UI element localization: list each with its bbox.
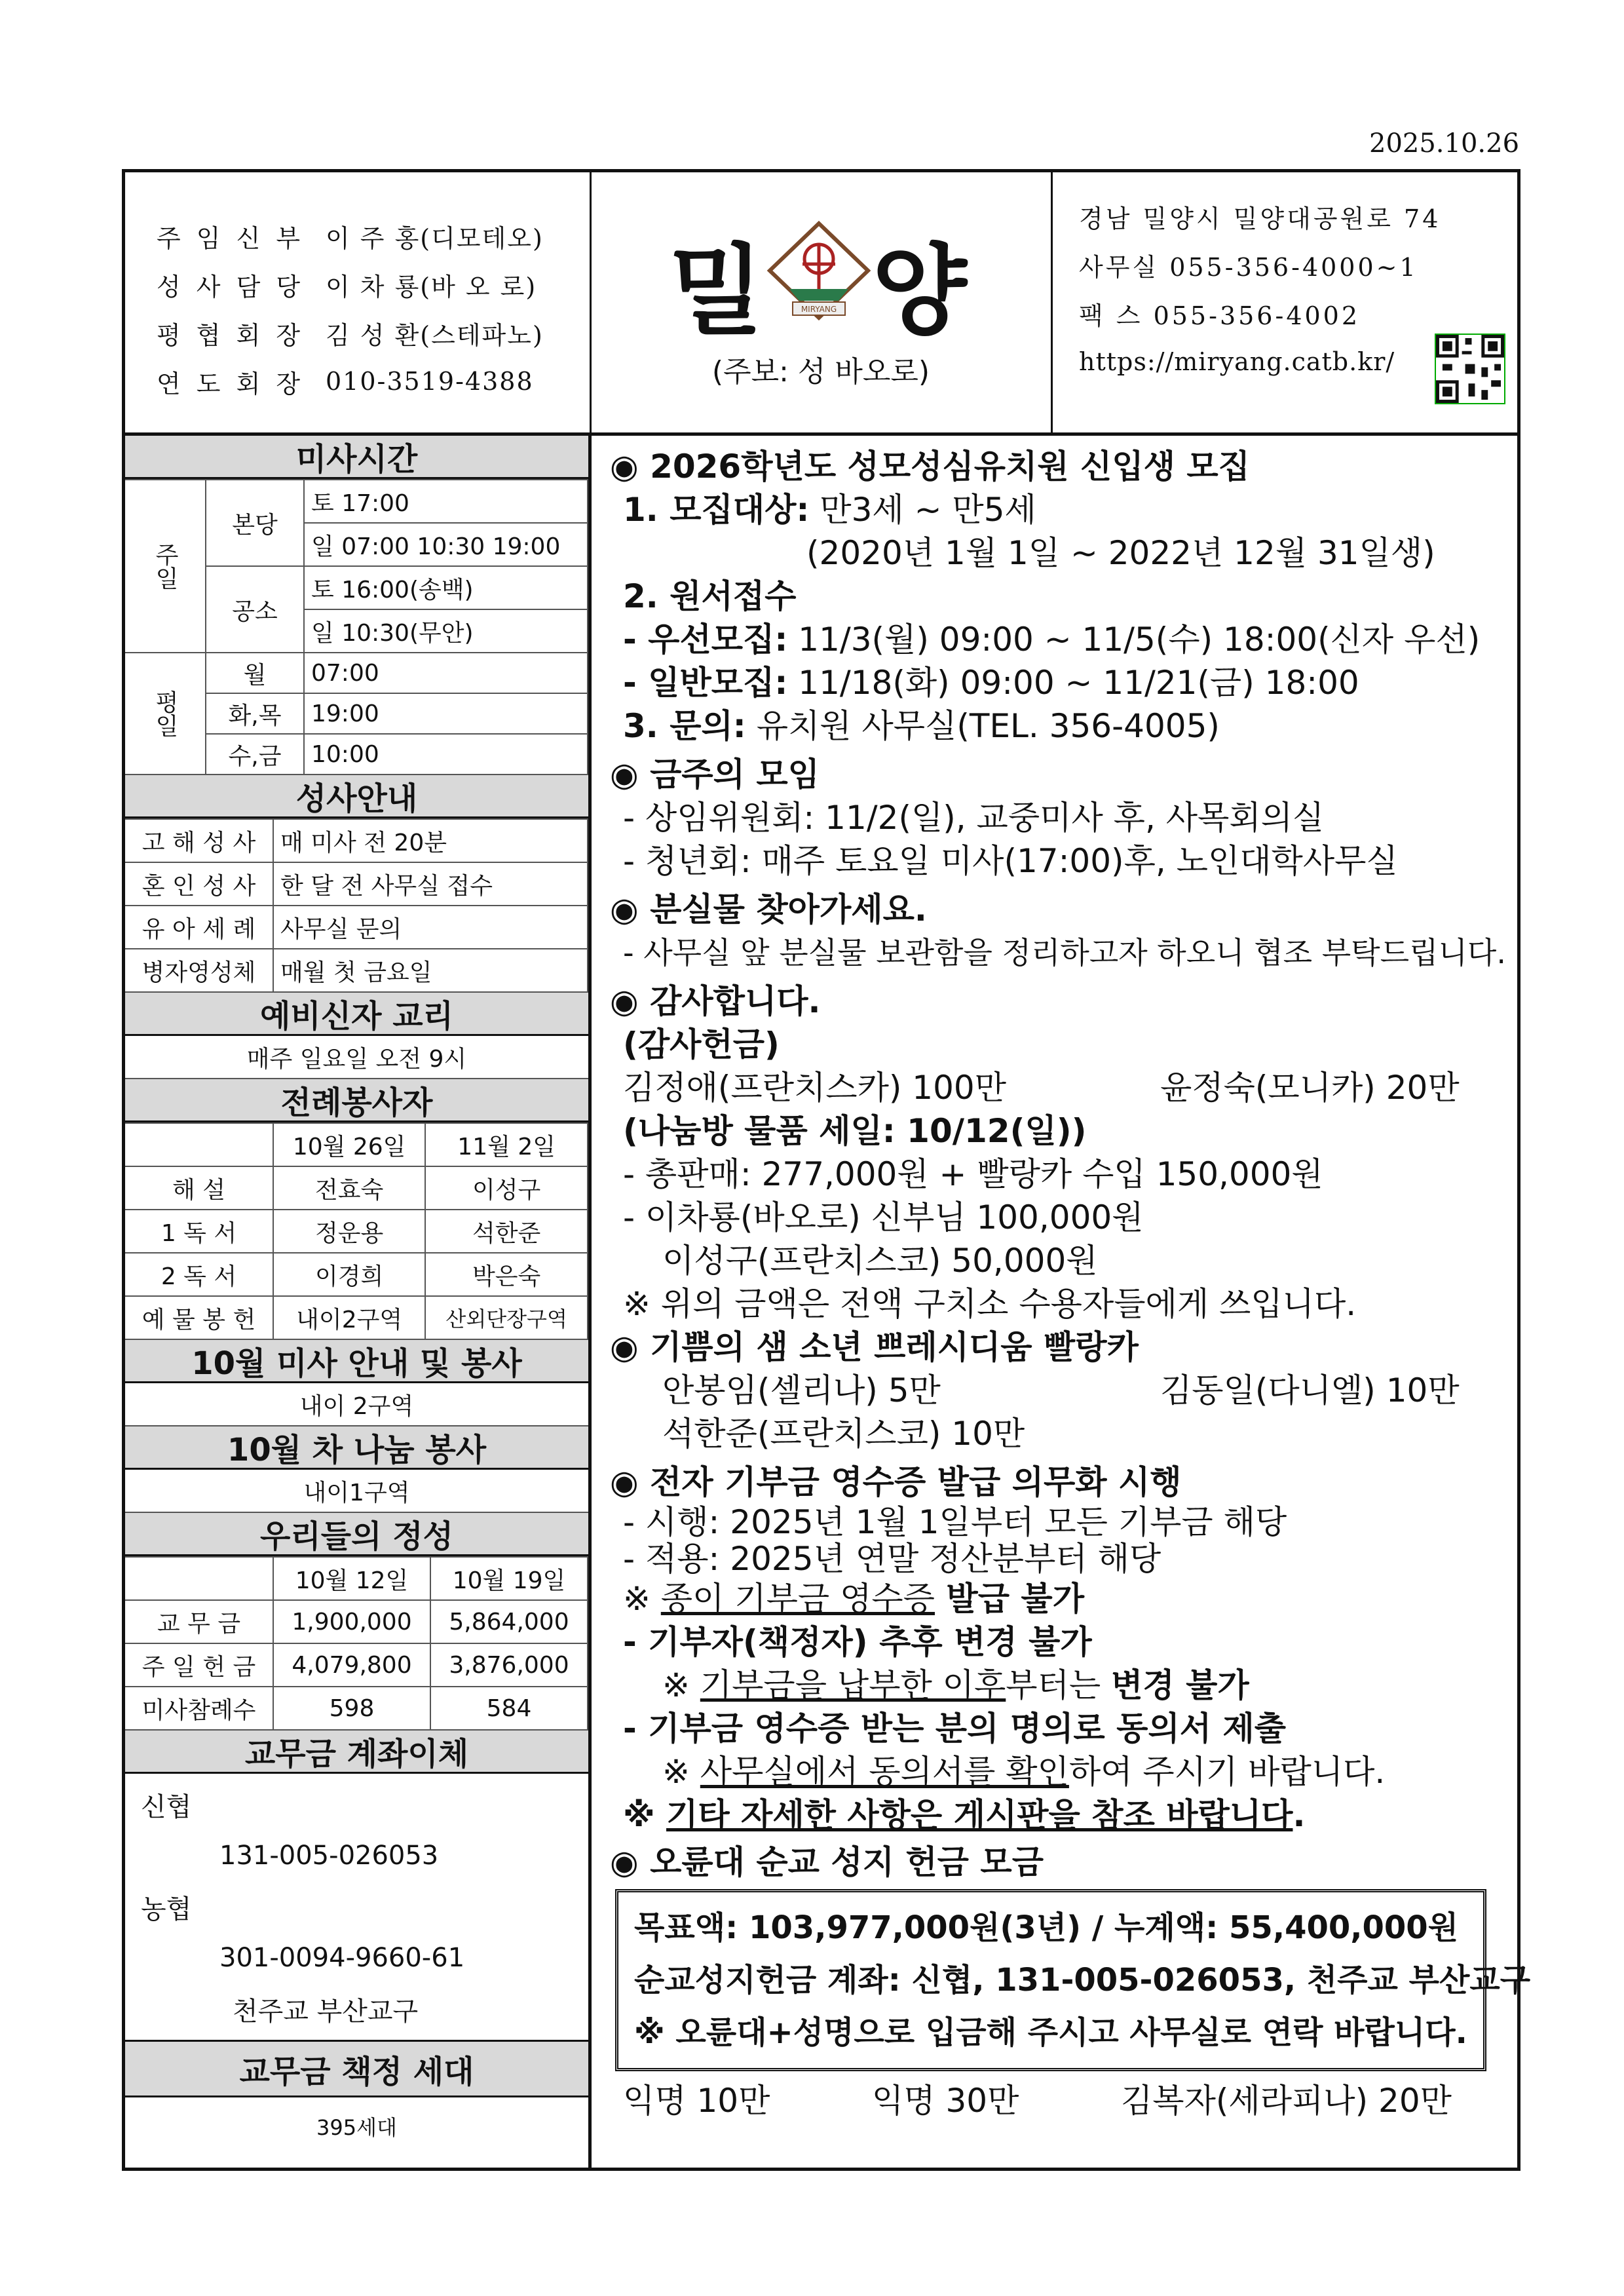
liturgy-role: 해 설 — [125, 1166, 273, 1210]
section-thanks: ◉ 감사합니다. — [610, 982, 821, 1020]
website-link[interactable]: https://miryang.catb.kr/ — [1079, 347, 1395, 376]
weekday-label: 평일 — [125, 653, 206, 775]
catechism-title: 예비신자 교리 — [125, 993, 588, 1036]
liturgy-date: 10월 26일 — [273, 1123, 425, 1166]
offering-date: 10월 19일 — [430, 1557, 588, 1600]
svg-text:MIRYANG: MIRYANG — [801, 305, 837, 314]
mass-time: 일 07:00 10:30 19:00 — [304, 523, 588, 566]
account-number: 301-0094-9660-61 — [219, 1943, 465, 1973]
sunday-label: 주일 — [125, 480, 206, 653]
sacrament-info: 사무실 문의 — [273, 906, 588, 949]
staff-row: 주 임 신 부 이 주 홍(디모테오) — [157, 223, 544, 253]
liturgy-person: 전효숙 — [273, 1166, 425, 1210]
liturgy-date: 11월 2일 — [425, 1123, 588, 1166]
sacrament-info: 매월 첫 금요일 — [273, 949, 588, 992]
oct-mass-group: 내이 2구역 — [125, 1383, 588, 1426]
offering-table — [125, 1556, 588, 1731]
sacrament-info: 한 달 전 사무실 접수 — [273, 862, 588, 906]
liturgy-table — [125, 1122, 588, 1340]
shrine-fund-box: 목표액: 103,977,000원(3년) / 누계액: 55,400,000원 순교성지헌금 계좌: 신협, 131-005-026053, 천주교 부산교구 ※ 오륜대+성명으로 입금해 주시고 사무실로 연락 바랍니다. — [615, 1889, 1486, 2071]
offering-amount: 1,900,000 — [273, 1600, 430, 1643]
section-martyr-shrine: ◉ 오륜대 순교 성지 헌금 모금 — [610, 1843, 1044, 1881]
offering-type: 주 일 헌 금 — [125, 1643, 273, 1687]
weekday-time: 10:00 — [304, 734, 588, 775]
bullet-icon: ◉ — [610, 1328, 639, 1366]
tea-title: 10월 차 나눔 봉사 — [125, 1426, 588, 1470]
mass-time: 토 17:00 — [304, 480, 588, 523]
section-kindergarten: ◉ 2026학년도 성모성심유치원 신입생 모집 — [610, 448, 1250, 486]
header — [125, 172, 1517, 436]
mass-times-title: 미사시간 — [125, 436, 588, 479]
weekday-time: 19:00 — [304, 693, 588, 734]
sacrament-title: 성사안내 — [125, 775, 588, 818]
bullet-icon: ◉ — [610, 1463, 639, 1501]
liturgy-person: 정운용 — [273, 1210, 425, 1253]
bullet-icon: ◉ — [610, 1843, 639, 1881]
bullet-icon: ◉ — [610, 448, 639, 486]
blank-cell — [125, 1557, 273, 1600]
liturgy-person: 박은숙 — [425, 1253, 588, 1296]
sacrament-name: 유 아 세 례 — [125, 906, 273, 949]
liturgy-person: 내이2구역 — [273, 1296, 425, 1339]
staff-row: 연 도 회 장 010-3519-4388 — [157, 367, 534, 398]
offering-amount: 4,079,800 — [273, 1643, 430, 1687]
sacrament-name: 고 해 성 사 — [125, 819, 273, 862]
account-holder: 천주교 부산교구 — [233, 1996, 419, 2027]
liturgy-person: 이경희 — [273, 1253, 425, 1296]
offering-title: 우리들의 정성 — [125, 1513, 588, 1556]
patron-subtitle: (주보: 성 바오로) — [711, 355, 930, 389]
contact-info — [1053, 172, 1517, 432]
staff-list — [125, 172, 592, 432]
shrine-donors: 익명 10만 익명 30만 김복자(세라피나) 20만 — [623, 2082, 1452, 2120]
sacrament-info: 매 미사 전 20분 — [273, 819, 588, 862]
account-number: 131-005-026053 — [219, 1841, 439, 1871]
households-title: 교무금 책정 세대 — [125, 2040, 588, 2097]
transfer-accounts — [125, 1774, 588, 2040]
households-count: 395세대 — [316, 2115, 397, 2140]
sacrament-name: 혼 인 성 사 — [125, 862, 273, 906]
liturgy-person: 석한준 — [425, 1210, 588, 1253]
bullet-icon: ◉ — [610, 890, 639, 928]
liturgy-person: 산외단장구역 — [425, 1296, 588, 1339]
masthead — [592, 172, 1053, 432]
section-meetings: ◉ 금주의 모임 — [610, 756, 820, 794]
left-column — [125, 436, 592, 2168]
issue-date: 2025.10.26 — [1369, 128, 1520, 159]
liturgy-role: 1 독 서 — [125, 1210, 273, 1253]
weekday-day: 월 — [206, 653, 304, 693]
mass-times-table — [125, 479, 588, 775]
weekday-day: 화,목 — [206, 693, 304, 734]
place-label: 공소 — [206, 566, 304, 653]
offering-amount: 5,864,000 — [430, 1600, 588, 1643]
liturgy-title: 전례봉사자 — [125, 1079, 588, 1122]
section-receipt: ◉ 전자 기부금 영수증 발급 의무화 시행 — [610, 1463, 1182, 1501]
bullet-icon: ◉ — [610, 756, 639, 794]
liturgy-role: 예 물 봉 헌 — [125, 1296, 273, 1339]
offering-amount: 584 — [430, 1687, 588, 1730]
fax: 팩 스 055-356-4002 — [1079, 301, 1361, 330]
offering-date: 10월 12일 — [273, 1557, 430, 1600]
offering-amount: 598 — [273, 1687, 430, 1730]
offering-amount: 3,876,000 — [430, 1643, 588, 1687]
offering-type: 미사참례수 — [125, 1687, 273, 1730]
liturgy-person: 이성구 — [425, 1166, 588, 1210]
staff-row: 성 사 담 당 이 차 룡(바 오 로) — [157, 272, 537, 301]
mass-time: 토 16:00(송백) — [304, 566, 588, 609]
sacrament-name: 병자영성체 — [125, 949, 273, 992]
right-column: ◉ 2026학년도 성모성심유치원 신입생 모집 1. 모집대상: 만3세 ~ 만5세 (2020년 1월 1일 ~ 2022년 12월 31일생) 2. 원서접수 - 우선모집: 11/3(월) 09:00 ~ 11/5(수) 18:00(신자 우선) - 일반모집: 11/18(화) 09:00 ~ 11/21(금) 18:00 3. 문의: 유치원 사무실(TEL. 356-4005) ◉ 금주의 모임 - 상임위원회: 11/2(일), 교중미사 후, 사목회의실 - 청년회: 매주 토요일 미사(17:00)후, 노인대학사무실 ◉ 분실물 찾아가세요. - 사무실 앞 분실물 보관함을 정리하고자 하오니 협조 부탁드립니다. ◉ 감사합니다. (감사헌금) 김정애(프란치스카) 100만 윤정숙(모니카) 20만 (나눔방 물품 세일: 10/12(일)) - 총판매: 277,000원 + 빨랑카 수입 150,000원 - 이차룡(바오로) 신부님 100,000원 이성구(프란치스코) 50,000원 ※ 위의 금액은 전액 구치소 수용자들에게 쓰입니다. ◉ 기쁨의 샘 소년 쁘레시디움 빨랑카 안봉임(셀리나) 5만 김동일(다니엘) 10만 석한준(프란치스코) 10만 ◉ 전자 기부금 영수증 발급 의무화 시행 - 시행: 2025년 1월 1일부터 모든 기부금 해당 - 적용: 2025년 연말 정산분부터 해당 ※ 종이 기부금 영수증 발급 불가 - 기부자(책정자) 추후 변경 불가 ※ 기부금을 납부한 이후부터는 변경 불가 - 기부금 영수증 받는 분의 명의로 동의서 제출 ※ 사무실에서 동의서를 확인하여 주시기 바랍니다. ※ 기타 자세한 사항은 게시판을 참조 바랍니다. ◉ 오륜대 순교 성지 헌금 모금 목표액: 103,977,000원(3년) / 누계액: 55,400,000원 순교성지헌금 계좌: 신협, 131-005-026053, 천주교 부산교구 ※ 오륜대+성명으로 입금해 주시고 사무실로 연락 바랍니다. 익명 10만 익명 30만 김복자(세라피나) 20만 — [592, 436, 1517, 2168]
section-lost-found: ◉ 분실물 찾아가세요. — [610, 890, 927, 928]
bank-name: 신협 — [141, 1791, 192, 1822]
bank-name: 농협 — [141, 1894, 192, 1924]
title-right: 양 — [872, 235, 971, 349]
staff-row: 평 협 회 장 김 성 환(스테파노) — [157, 320, 544, 350]
liturgy-role: 2 독 서 — [125, 1253, 273, 1296]
offering-type: 교 무 금 — [125, 1600, 273, 1643]
address: 경남 밀양시 밀양대공원로 74 — [1079, 204, 1441, 233]
place-label: 본당 — [206, 480, 304, 566]
section-palanca: ◉ 기쁨의 샘 소년 쁘레시디움 빨랑카 — [610, 1328, 1139, 1366]
bulletin-frame — [122, 169, 1531, 2171]
weekday-day: 수,금 — [206, 734, 304, 775]
parish-emblem-icon — [763, 218, 875, 330]
office-phone: 사무실 055-356-4000~1 — [1079, 252, 1418, 282]
title-left: 밀 — [669, 235, 768, 349]
oct-mass-title: 10월 미사 안내 및 봉사 — [125, 1340, 588, 1383]
qr-code-icon[interactable] — [1435, 334, 1505, 404]
catechism-time: 매주 일요일 오전 9시 — [125, 1036, 588, 1079]
tea-group: 내이1구역 — [125, 1470, 588, 1513]
bullet-icon: ◉ — [610, 982, 639, 1020]
transfer-title: 교무금 계좌이체 — [125, 1731, 588, 1774]
weekday-time: 07:00 — [304, 653, 588, 693]
sacrament-table — [125, 818, 588, 993]
blank-cell — [125, 1123, 273, 1166]
mass-time: 일 10:30(무안) — [304, 609, 588, 653]
